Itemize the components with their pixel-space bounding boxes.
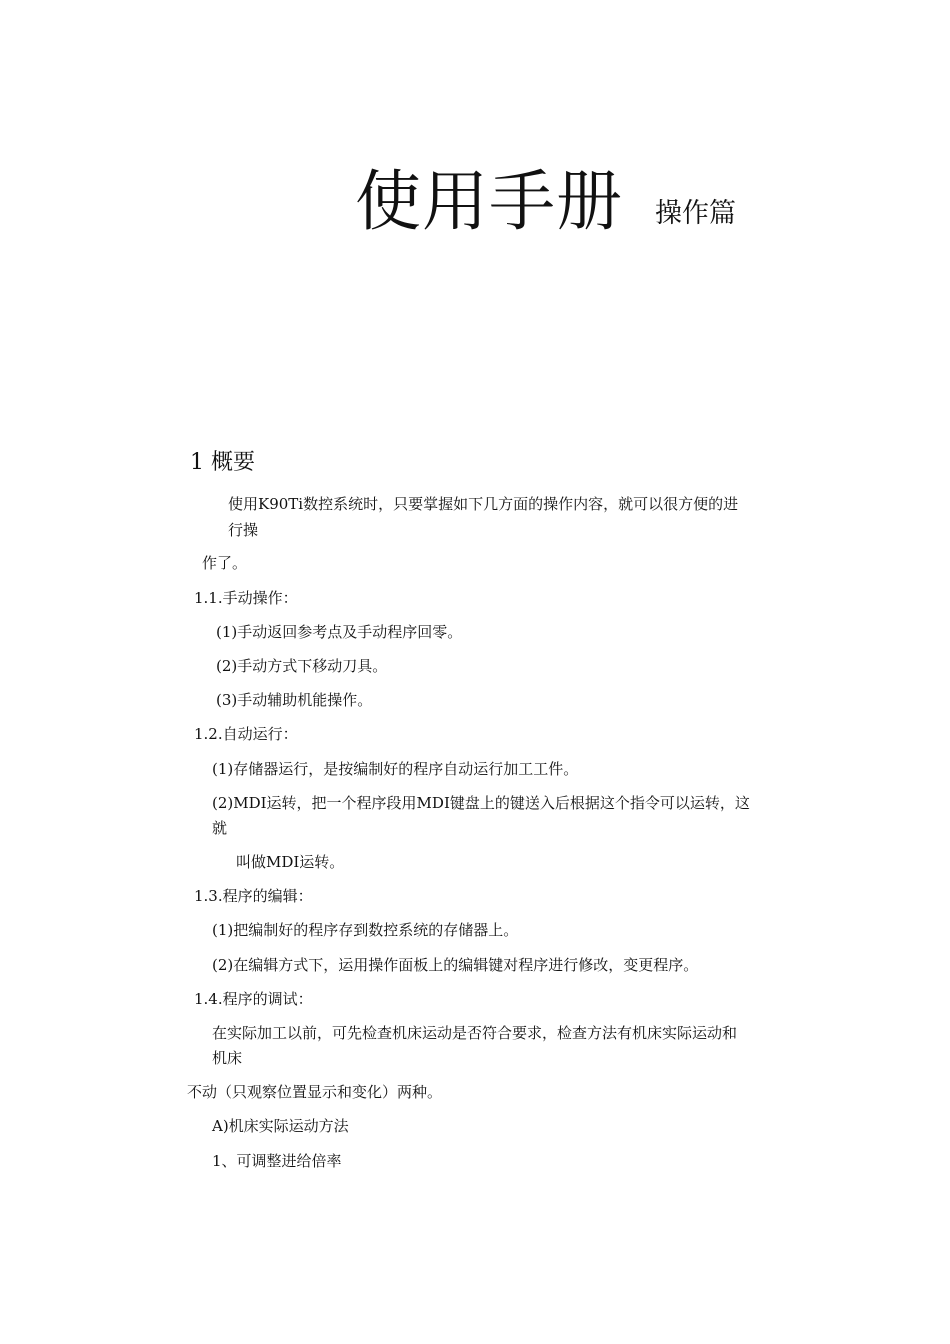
document-subtitle: 操作篇	[655, 198, 736, 229]
list-item: (1)手动返回参考点及手动程序回零。	[216, 623, 463, 641]
paragraph-line: 在实际加工以前，可先检查机床运动是否符合要求，检查方法有机床实际运动和	[212, 1024, 738, 1042]
list-item: (2)MDI运转，把一个程序段用MDI键盘上的键送入后根据这个指令可以运转，这	[212, 794, 750, 812]
subsection-heading: 1.2.自动运行：	[194, 725, 298, 743]
list-item: 就	[212, 819, 228, 837]
intro-line: 行操	[228, 521, 259, 539]
subsection-heading: 1.3.程序的编辑：	[194, 887, 313, 905]
intro-line: 作了。	[202, 554, 248, 572]
paragraph-line: 不动（只观察位置显示和变化）两种。	[187, 1083, 443, 1101]
list-item: (2)手动方式下移动刀具。	[216, 657, 388, 675]
paragraph-line: 机床	[212, 1049, 243, 1067]
list-item: (1)把编制好的程序存到数控系统的存储器上。	[212, 921, 519, 939]
list-item: 叫做MDI运转。	[236, 853, 345, 871]
list-item: 1、可调整进给倍率	[212, 1152, 342, 1170]
list-item: (3)手动辅助机能操作。	[216, 691, 373, 709]
list-item: (1)存储器运行，是按编制好的程序自动运行加工工件。	[212, 760, 579, 778]
sub-heading: A)机床实际运动方法	[212, 1117, 349, 1135]
intro-line: 使用K90Ti数控系统时，只要掌握如下几方面的操作内容，就可以很方便的进	[228, 495, 739, 513]
list-item: (2)在编辑方式下，运用操作面板上的编辑键对程序进行修改，变更程序。	[212, 956, 699, 974]
subsection-heading: 1.1.手动操作：	[194, 589, 298, 607]
subsection-heading: 1.4.程序的调试：	[194, 990, 313, 1008]
document-title: 使用手册	[355, 163, 623, 240]
section-heading: 1 概要	[190, 450, 255, 475]
